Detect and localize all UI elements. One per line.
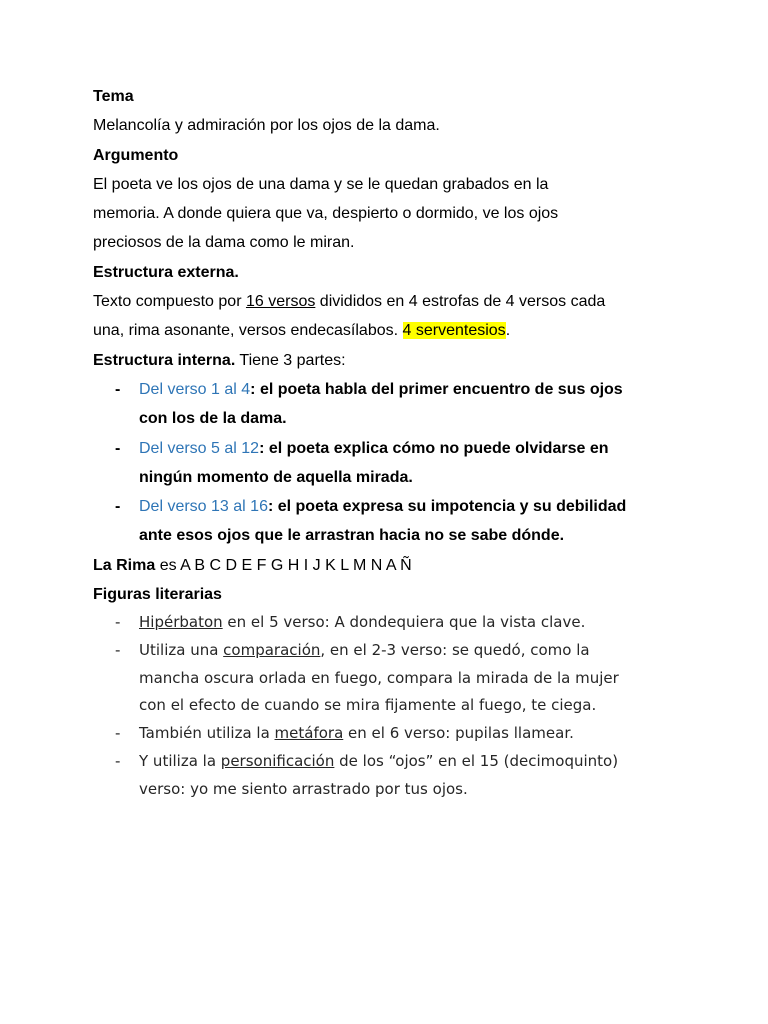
list-item bbox=[93, 637, 683, 720]
text-span: También utiliza la bbox=[139, 724, 275, 743]
rima-line bbox=[93, 551, 683, 580]
figure-term: comparación bbox=[223, 641, 321, 660]
tema-heading: Tema bbox=[93, 88, 134, 105]
dash-bullet: - bbox=[115, 613, 121, 632]
figure-term: personificación bbox=[220, 751, 335, 770]
text-span: en el 6 verso: pupilas llamear. bbox=[343, 724, 574, 743]
text-span: Y utiliza la bbox=[139, 751, 221, 770]
text-span: una, rima asonante, versos endecasílabos. bbox=[93, 322, 403, 340]
argumento-line: memoria. A donde quiera que va, despierto o dormido, ve los ojos bbox=[93, 205, 559, 223]
dash-bullet: - bbox=[115, 439, 121, 457]
text-span: : el poeta expresa su impotencia y su debilidad bbox=[267, 498, 627, 516]
list-item-line bbox=[139, 375, 683, 404]
list-item bbox=[93, 434, 683, 493]
figure-term: metáfora bbox=[274, 724, 344, 743]
dash-bullet: - bbox=[115, 641, 121, 660]
list-item-line: con el efecto de cuando se mira fijamente al fuego, te ciega. bbox=[139, 696, 597, 715]
estructura-interna-list bbox=[93, 375, 683, 551]
estructura-externa-line bbox=[93, 287, 683, 316]
figuras-list bbox=[93, 609, 683, 803]
list-item-line: ante esos ojos que le arrastran hacia no se sabe dónde. bbox=[139, 527, 565, 545]
list-item bbox=[93, 609, 683, 637]
list-item-line: con los de la dama. bbox=[139, 410, 287, 428]
document-body bbox=[93, 82, 683, 803]
text-span: divididos en 4 estrofas de 4 versos cada bbox=[315, 293, 606, 311]
dash-bullet: - bbox=[115, 498, 121, 516]
list-item bbox=[93, 720, 683, 748]
figure-term: Hipérbaton bbox=[139, 613, 223, 632]
rima-text: es A B C D E F G H I J K L M N A Ñ bbox=[155, 556, 412, 574]
figuras-heading: Figuras literarias bbox=[93, 586, 222, 604]
list-item-line bbox=[139, 492, 683, 521]
list-item-line: ningún momento de aquella mirada. bbox=[139, 468, 413, 486]
estructura-externa-heading: Estructura externa. bbox=[93, 263, 239, 281]
underlined-term: 16 versos bbox=[245, 293, 316, 311]
list-item-line: verso: yo me siento arrastrado por tus ojos. bbox=[139, 779, 468, 798]
list-item bbox=[93, 375, 683, 434]
text-span: Texto compuesto por bbox=[93, 293, 246, 311]
list-item-line bbox=[139, 609, 683, 637]
estructura-interna-heading: Estructura interna. bbox=[93, 351, 236, 369]
text-span: en el 5 verso: A dondequiera que la vista clave. bbox=[222, 613, 586, 632]
list-item bbox=[93, 748, 683, 803]
list-item-line bbox=[139, 720, 683, 748]
estructura-interna-line bbox=[93, 346, 683, 375]
dash-bullet: - bbox=[115, 724, 121, 743]
argumento-line: preciosos de la dama como le miran. bbox=[93, 234, 355, 252]
text-span: Utiliza una bbox=[139, 641, 224, 660]
argumento-heading: Argumento bbox=[93, 146, 179, 164]
text-span: : el poeta habla del primer encuentro de sus ojos bbox=[250, 380, 623, 398]
verse-range-label: Del verso 5 al 12 bbox=[139, 439, 260, 457]
verse-range-label: Del verso 1 al 4 bbox=[139, 380, 251, 398]
text-span: , en el 2-3 verso: se quedó, como la bbox=[320, 641, 590, 660]
rima-heading: La Rima bbox=[93, 556, 156, 574]
dash-bullet: - bbox=[115, 751, 121, 770]
text-span: . bbox=[505, 322, 511, 340]
highlighted-term: 4 serventesios bbox=[402, 322, 506, 340]
list-item-line bbox=[139, 434, 683, 463]
dash-bullet: - bbox=[115, 380, 121, 398]
verse-range-label: Del verso 13 al 16 bbox=[139, 498, 268, 516]
list-item bbox=[93, 492, 683, 551]
list-item-line bbox=[139, 637, 683, 665]
text-span: : el poeta explica cómo no puede olvidarse en bbox=[259, 439, 609, 457]
list-item-line bbox=[139, 748, 683, 776]
tema-text: Melancolía y admiración por los ojos de la dama. bbox=[93, 117, 440, 135]
argumento-line: El poeta ve los ojos de una dama y se le quedan grabados en la bbox=[93, 175, 549, 193]
estructura-externa-line bbox=[93, 316, 683, 345]
list-item-line: mancha oscura orlada en fuego, compara la mirada de la mujer bbox=[139, 668, 619, 687]
estructura-interna-intro: Tiene 3 partes: bbox=[235, 351, 346, 369]
text-span: de los “ojos” en el 15 (decimoquinto) bbox=[334, 751, 619, 770]
